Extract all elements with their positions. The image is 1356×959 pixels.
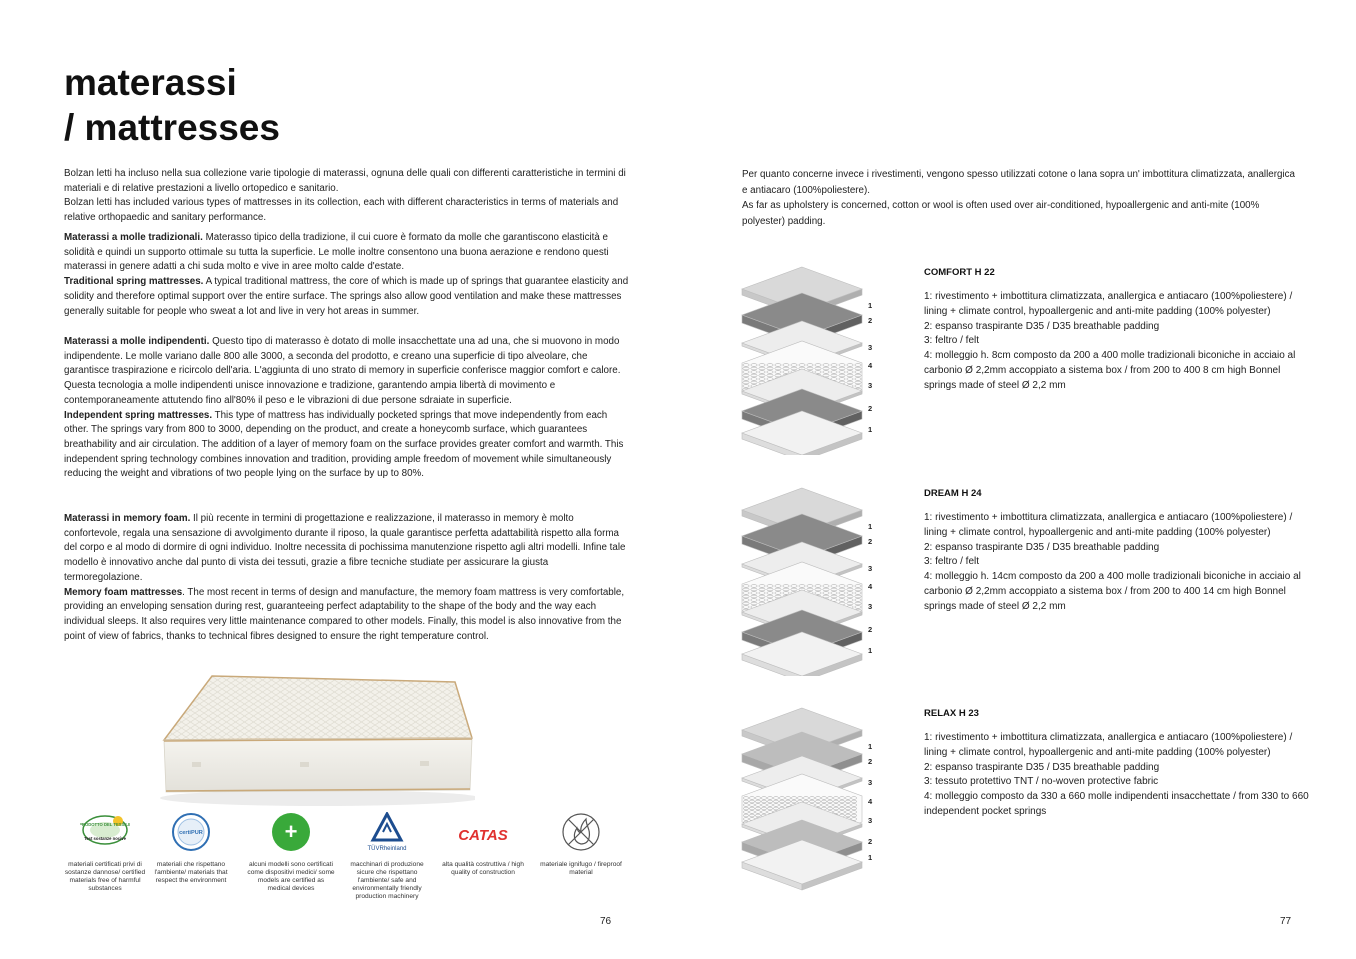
layer-number: 2 [868,316,873,325]
layer-number: 2 [868,404,873,413]
catas-text: CATAS [458,827,508,844]
page-number-right: 77 [1280,916,1292,927]
desc-line: 2: espanso traspirante D35 / D35 breathable padding [924,320,1160,332]
intro-paragraph [64,167,629,226]
memory-en-body: . The most recent in terms of design and manufacture, the memory foam mattress is very comfortable, providing an enveloping sensation during rest, guaranteeing perfect adaptability to the shape of the body and the way each individual sleeps. It also requires very little maintenance compared to other models. Finally, this model is also innovative from the point of view of fabrics, thanks to technical fibres designed to ensure the right temperature control. [64,586,625,642]
model-desc-comfort [924,290,1309,394]
desc-line: 4: molleggio h. 14cm composto da 200 a 400 molle tradizionali biconiche in acciaio al carbonio Ø 2,2mm accoppiato a sistema box / from 200 to 400 14 cm high Bonnel springs made of steel Ø 2,2 mm [924,571,1301,612]
model-title-comfort: COMFORT H 22 [924,267,995,278]
independent-it-body: Questo tipo di materasso è dotato di molle insacchettate una ad una, che si muovono in modo indipendente. Le molle variano dalle 800 alle 3000, a seconda del prodotto, e creano una superficie di tipo alveolare, che garantisce traspirazione e ricircolo dell'aria. L'aggiunta di uno strato di memory in superficie conferisce maggior comfort e calore. Questa tecnologia a molle indipendenti unisce innovazione e tradizione, garantendo ampia libertà di movimento e contemporaneamente attutendo fino all'80% il peso e le vibrazioni di due persone sdraiate in superficie. [64,336,621,406]
certipur-logo-icon [171,812,211,852]
relax-layer-numbers [868,706,880,896]
independent-it-heading: Materassi a molle indipendenti. [64,336,210,347]
layer-number: 2 [868,537,873,546]
layer-number: 1 [868,742,873,751]
desc-line: 2: espanso traspirante D35 / D35 breathable padding [924,541,1160,553]
oeko-tex-top-text: PRODOTTO DEL TESSILE [80,822,130,827]
layer-number: 4 [868,361,873,370]
cert-caption: alcuni modelli sono certificati come dispositivi medici/ some models are certified as medical devices [247,861,335,892]
title-line-2: / mattresses [64,107,280,148]
layer-number: 2 [868,757,873,766]
cert-oeko-tex [60,812,150,893]
traditional-it [64,231,629,275]
desc-line: 3: feltro / felt [924,556,980,568]
fireproof-icon [559,812,603,852]
upholstery-it: Per quanto concerne invece i rivestimenti, vengono spesso utilizzati cotone o lana sopra un' imbottitura climatizzata, anallergica e antiacaro (100%poliestere). [742,169,1295,196]
layer-number: 4 [868,797,873,806]
model-title-dream: DREAM H 24 [924,488,982,499]
dream-layer-numbers [868,486,880,676]
desc-line: 1: rivestimento + imbottitura climatizzata, anallergica e antiacaro (100%poliestere) / lining + climate control, hypoallergenic and anti-mite padding (100% polyester) [924,732,1293,758]
medical-cross-icon [271,812,311,852]
desc-line: 2: espanso traspirante D35 / D35 breathable padding [924,761,1160,773]
layer-number: 3 [868,602,873,611]
layer-number: 3 [868,381,873,390]
section-traditional [64,231,629,319]
page-number-left: 76 [600,916,612,927]
layer-number: 3 [868,778,873,787]
traditional-it-heading: Materassi a molle tradizionali. [64,232,203,243]
oeko-tex-bottom-text: Test sostanze nocive [84,836,126,841]
traditional-en [64,275,629,319]
model-title-relax: RELAX H 23 [924,708,979,719]
cert-caption: materiali certificati privi di sostanze dannose/ certified materials free of harmful substances [64,861,146,892]
mattress-image [150,668,475,808]
model-desc-relax [924,731,1309,820]
cert-certipur [146,812,236,885]
layer-number: 4 [868,582,873,591]
upholstery-en: As far as upholstery is concerned, cotton or wool is often used over air-conditioned, hypoallergenic and anti-mite (100% polyester) padding. [742,200,1260,227]
layer-number: 1 [868,853,873,862]
cert-caption: alta qualità costruttiva / high quality of construction [442,861,524,876]
independent-en-heading: Independent spring mattresses. [64,409,213,421]
independent-en-body: This type of mattress has individually pocketed springs that move independently from each other. The springs vary from 800 to 3000, depending on the product, and create a honeycomb surface, which guarantees breathability and air circulation. The addition of a layer of memory foam on the surface provides greater comfort and warmth. This independent spring technology combines innovation and tradition, providing ample freedom of movement while simultaneously reducing the weight and vibrations of two people lying on the surface by up to 80%. [64,409,624,480]
certifications-row [60,812,640,902]
layer-number: 1 [868,646,873,655]
certipur-text: certiPUR [179,830,203,836]
layer-number: 1 [868,522,873,531]
layer-number: 3 [868,816,873,825]
cert-caption: materiali che rispettano l'ambiente/ materials that respect the environment [154,861,228,884]
memory-en [64,586,629,645]
upholstery-intro [742,167,1302,229]
page-title [64,60,280,150]
traditional-en-heading: Traditional spring mattresses. [64,276,204,288]
cert-medical [246,812,336,893]
desc-line: 4: molleggio h. 8cm composto da 200 a 400 molle tradizionali biconiche in acciaio al carbonio Ø 2,2mm accoppiato a sistema box / from 200 to 400 8 cm high Bonnel springs made of steel Ø 2,2 mm [924,350,1296,391]
memory-it-heading: Materassi in memory foam. [64,513,191,524]
medical-cross-glyph: + [284,819,298,844]
tuv-text: TÜVRheinland [367,846,407,852]
desc-line: 4: molleggio composto da 330 a 660 molle indipendenti insacchettate / from 330 to 660 independent pocket springs [924,791,1309,817]
comfort-layer-numbers [868,265,880,455]
section-independent [64,335,629,482]
section-memory [64,512,629,644]
desc-line: 1: rivestimento + imbottitura climatizzata, anallergica e antiacaro (100%poliestere) / lining + climate control, hypoallergenic and anti-mite padding (100% polyester) [924,512,1293,538]
cert-tuv [342,812,432,901]
desc-line: 3: feltro / felt [924,335,980,347]
desc-line: 3: tessuto protettivo TNT / no-woven protective fabric [924,776,1159,788]
layer-number: 1 [868,425,873,434]
cert-caption: materiale ignifugo / fireproof material [540,861,622,876]
independent-en [64,409,629,483]
cert-caption: macchinari di produzione sicure che rispettano l'ambiente/ safe and environmentally friendly production machinery [350,861,424,900]
memory-it [64,512,629,586]
layer-number: 2 [868,837,873,846]
cert-fireproof [536,812,626,877]
traditional-it-body: Materasso tipico della tradizione, il cui cuore è formato da molle che garantiscono elasticità e solidità e quindi un supporto ottimale su tutta la superficie. Le molle inoltre consentono una buona aerazione e rendono questi materassi in genere adatti a chi suda molto e vive in aree molto calde d'estate. [64,232,609,273]
memory-en-heading: Memory foam mattresses [64,586,183,598]
intro-it: Bolzan letti ha incluso nella sua collezione varie tipologie di materassi, ognuna delle quali con differenti caratteristiche in termini di materiali e di relative prestazioni a livello ortopedico e sanitario. [64,168,626,194]
desc-line: 1: rivestimento + imbottitura climatizzata, anallergica e antiacaro (100%poliestere) / lining + climate control, hypoallergenic and anti-mite padding (100% polyester) [924,291,1293,317]
tuv-logo-icon [361,812,413,852]
traditional-en-body: A typical traditional mattress, the core of which is made up of springs that guarantee elasticity and solidity and therefore optimal support over the entire surface. The springs also allow good ventilation and make these mattresses generally suitable for people who sweat a lot and live in very hot areas in summer. [64,276,629,317]
layer-number: 1 [868,301,873,310]
catas-logo-icon [457,812,509,852]
layer-number: 2 [868,625,873,634]
memory-it-body: Il più recente in termini di progettazione e realizzazione, il materasso in memory è molto confortevole, regala una sensazione di avvolgimento durante il riposo, la quale garantisce perfetta adattabilità rispetto alla forma del corpo e al modo di dormire di ogni individuo. Inoltre necessita di pochissima manutenzione rispetto agli altri modelli. Infine tale modello è innovativo anche dal punto di vista dei tessuti, grazie a fibre tecniche studiate per assicurare la giusta termoregolazione. [64,513,626,583]
cert-catas [438,812,528,877]
title-line-1: materassi [64,62,237,103]
layer-number: 3 [868,343,873,352]
layer-number: 3 [868,564,873,573]
independent-it [64,335,629,409]
oeko-tex-logo-icon [80,812,130,852]
model-desc-dream [924,511,1309,615]
intro-en: Bolzan letti has included various types of mattresses in its collection, each with different characteristics in terms of materials and relative orthopaedic and sanitary performance. [64,197,619,224]
